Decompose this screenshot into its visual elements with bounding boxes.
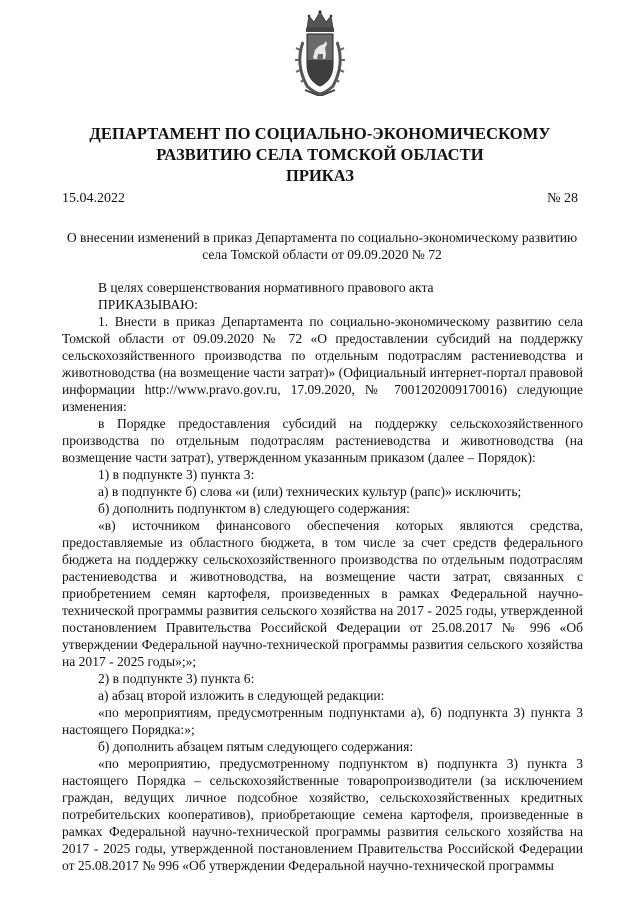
body-paragraph: 1. Внести в приказ Департамента по социально-экономическому развитию села Томской области от 09.09.2020 № 72 «О предоставлении субсидий на поддержку сельскохозяйственного производства по отдельным подотраслям растениеводства и животноводства (на возмещение части затрат)» (Официальный интернет-портал правовой информации http://www.pravo.gov.ru, 17.09.2020, № 7001202009170016) следующие изменения: [62, 314, 583, 414]
order-number: № 28 [547, 191, 578, 206]
order-body [62, 279, 583, 874]
body-paragraph: б) дополнить подпунктом в) следующего содержания: [98, 501, 410, 516]
order-subject-line-2: села Томской области от 09.09.2020 № 72 [202, 247, 442, 262]
order-subject-line-1: О внесении изменений в приказ Департамента по социально-экономическому развитию [66, 230, 578, 245]
body-paragraph: а) в подпункте б) слова «и (или) технических культур (рапс)» исключить; [98, 484, 522, 499]
department-name [60, 123, 580, 165]
body-paragraph: «в) источником финансового обеспечения которых являются средства, предоставляемые из областного бюджета, в том числе за счет средств федерального бюджета на поддержку сельскохозяйственного производства по отдельным подотраслям растениеводства и животноводства, на возмещение части затрат, связанных с приобретением семян картофеля, произведенных в рамках Федеральной научно-технической программы развития сельского хозяйства на 2017 - 2025 годы, утвержденной постановлением Правительства Российской Федерации от 25.08.2017 № 996 «Об утверждении Федеральной научно-технической программы развития сельского хозяйства на 2017 - 2025 годы»;»; [62, 518, 583, 669]
department-name-line-2: РАЗВИТИЮ СЕЛА ТОМСКОЙ ОБЛАСТИ [156, 145, 484, 164]
body-paragraph: 1) в подпункте 3) пункта 3: [98, 467, 255, 482]
document-type: ПРИКАЗ [286, 166, 354, 185]
body-paragraph: В целях совершенствования нормативного правового акта [98, 280, 434, 295]
order-date: 15.04.2022 [62, 191, 125, 206]
tomsk-region-coat-of-arms-icon [291, 8, 349, 96]
order-subject [60, 229, 584, 263]
body-paragraph: «по мероприятию, предусмотренному подпунктом в) подпункта 3) пункта 3 настоящего Порядка – сельскохозяйственные товаропроизводители (за исключением граждан, ведущих личное подсобное хозяйство, сельскохозяйственных кредитных потребительских кооперативов), приобретающие семена картофеля, произведенные в рамках Федеральной научно-технической программы развития сельского хозяйства на 2017 - 2025 годы, утвержденной постановлением Правительства Российской Федерации от 25.08.2017 № 996 «Об утверждении Федеральной научно-технической программы [62, 756, 583, 873]
body-paragraph: в Порядке предоставления субсидий на поддержку сельскохозяйственного производства по отдельным подотраслям растениеводства и животноводства (на возмещение части затрат), утвержденном указанным приказом (далее – Порядок): [62, 416, 583, 465]
body-paragraph: «по мероприятиям, предусмотренным подпунктами а), б) подпункта 3) пункта 3 настоящего Порядка:»; [62, 705, 583, 737]
body-paragraph: 2) в подпункте 3) пункта 6: [98, 671, 255, 686]
body-paragraph: б) дополнить абзацем пятым следующего содержания: [98, 739, 414, 754]
body-paragraph-decree: ПРИКАЗЫВАЮ: [98, 297, 198, 312]
department-name-line-1: ДЕПАРТАМЕНТ ПО СОЦИАЛЬНО-ЭКОНОМИЧЕСКОМУ [89, 124, 551, 143]
body-paragraph: а) абзац второй изложить в следующей редакции: [98, 688, 385, 703]
